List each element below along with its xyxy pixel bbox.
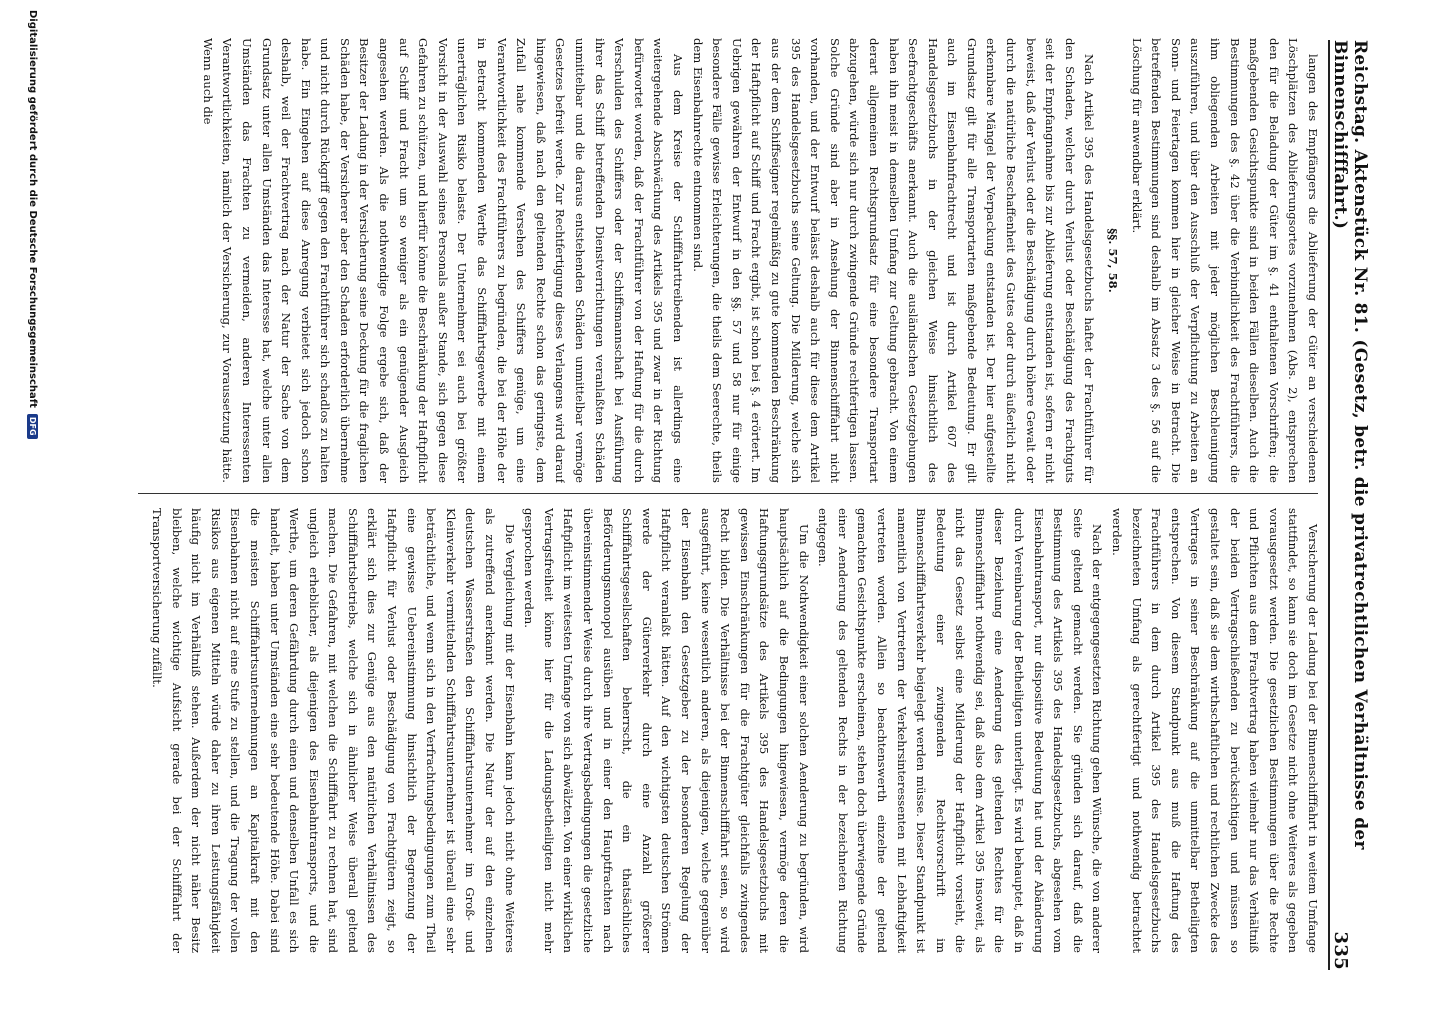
column-divider: [138, 493, 1318, 494]
section-heading: §§. 57, 58.: [1106, 228, 1121, 293]
paragraph: langen des Empfängers die Ablieferung der Güter an verschiedenen Löschplätzen des Ablieferungsortes vorzunehmen (Abs. 2), entsprechen den für die Beladung der Güter im §. 41 enthaltenen Vorschriften; die maßgebenden Gesichtspunkte sind in beiden Fällen dieselben. Auch die Bestimmungen des §. 42 über die Verbindlichkeit des Frachtführers, die ihm obliegenden Arbeiten mit jeder möglichen Beschleunigung auszuführen, und über den Ausschluß der Verpflichtung zu Arbeiten an Sonn- und Feiertagen kommen hier in gleicher Weise in Betracht. Die betreffenden Bestimmungen sind deshalb im Absatz 3 des §. 56 auf die Löschung für anwendbar erklärt.: [1129, 38, 1320, 483]
running-title: Reichstag. Aktenstück Nr. 81. (Gesetz, betr. die privatrechtlichen Verhältnisse der Binnenschifffahrt.): [1330, 40, 1370, 850]
right-column: [92, 508, 1322, 953]
paragraph: Aus dem Kreise der Schifffahrttreibenden ist allerdings eine weitergehende Abschwächung des Artikels 395 und zwar in der Richtung befürwortet worden, daß der Frachtführer von der Haftung für die durch Verschulden des Schiffers oder der Schiffsmannschaft bei Ausführung ihrer das Schiff betreffenden Dienstverrichtungen veranlaßten Schäden unmittelbar und die daraus entstehenden Schäden unmittelbar vermöge Gesetzes befreit werde. Zur Rechtfertigung dieses Verlangens wird darauf hingewiesen, daß nach den geltenden Rechte schon das geringste, dem Zufall nahe kommende Versehen des Schiffers genüge, um eine Verantwortlichkeit des Frachtführers zu begründen, die bei der Höhe der in Betracht kommenden Werthe das Schifffahrtsgewerbe mit einem unerträglichen Risiko belaste. Der Unternehmer sei auch bei größter Vorsicht in der Auswahl seines Personals außer Stande, sich gegen diese Gefahren zu schützen, und hierfür könne die Beschränkung der Haftpflicht auf Schiff und Fracht um so weniger als ein genügender Ausgleich angesehen werden. Als die nothwendige Folge ergebe sich, daß der Besitzer der Ladung in der Versicherung seine Deckung für die fraglichen Schäden habe, der Versicherer aber den Schaden erforderlich übernehme und nicht durch Rückgriff gegen den Frachtführer sich schadlos zu halten habe. Ein Eingehen auf diese Anregung verbietet sich jedoch schon deshalb, weil der Frachtvertrag nach der Natur der Sache von dem Grundsatz unter allen Umständen das Interesse hat, welche unter allen Umständen das Frachten zu vermeiden, anderen Interessenten Verantwortlichkeiten, nämlich der Versicherung, zur Voraussetzung hätte. Wenn auch die: [200, 38, 685, 483]
digitization-footer: [22, 0, 44, 1010]
paragraph: Versicherung der Ladung bei der Binnenschifffahrt in weitem Umfange stattfindet, so kann sie doch im Gesetze nicht ohne Weiteres als gegeben vorausgesetzt werden. Die gesetzlichen Bestimmungen über die Rechte und Pflichten aus dem Frachtvertrag haben vielmehr nur das Verhältniß der beiden Vertragschließenden zu berücksichtigen und müssen so gestaltet sein, daß sie dem wirthschaftlichen und rechtlichen Zwecke des Vertrages in seiner Beschränkung auf die unmittelbar Betheiligten entsprechen. Von diesem Standpunkt aus muß die Haftung des Frachtführers in dem durch Artikel 395 des Handelsgesetzbuchs bezeichneten Umfang als gerechtfertigt und nothwendig betrachtet werden.: [1110, 508, 1320, 953]
paragraph: Um die Nothwendigkeit einer solchen Aenderung zu begründen, wird hauptsächlich auf die Bedingungen hingewiesen, vermöge deren die Haftungsgrundsätze des Artikels 395 des Handelsgesetzbuchs mit gewissen Einschränkungen für die Frachtgüter gleichfalls zwingendes Recht bilden. Die Verhältnisse bei der Binnenschifffahrt seien, so wird ausgeführt, keine wesentlich anderen, als diejenigen, welche gegenüber der Eisenbahn den Gesetzgeber zu der besonderen Regelung der Haftpflicht veranlaßt hätten. Auf den wichtigsten deutschen Strömen werde der Güterverkehr durch eine Anzahl größerer Schifffahrtsgesellschaften beherrscht, die ein thatsächliches Beförderungsmonopol ausüben und in einer den Hauptfrachten nach übereinstimmender Weise durch ihre Vertragsbedingungen die gesetzliche Haftpflicht im weitesten Umfange von sich abwälzten. Von einer wirklichen Vertragsfreiheit könne hier für die Ladungsbetheiligten nicht mehr gesprochen werden.: [522, 508, 811, 953]
dfg-logo-icon: DFG: [28, 414, 39, 439]
paragraph: Nach Artikel 395 des Handelsgesetzbuchs haftet der Frachtführer für den Schaden, welcher durch Verlust oder Beschädigung des Frachtguts seit der Empfangnahme bis zur Ablieferung entstanden ist, sofern er nicht beweist, daß der Verlust oder die Beschädigung durch höhere Gewalt oder durch die natürliche Beschaffenheit des Gutes oder durch äußerlich nicht erkennbare Mängel der Verpackung entstanden ist. Der hier aufgestellte Grundsatz gilt für alle Transportarten maßgebende Bedeutung. Er gilt auch im Eisenbahnfrachtrecht und ist durch Artikel 607 des Handelsgesetzbuchs in der gleichen Weise hinsichtlich des Seefrachtgeschäfts anerkannt. Auch die ausländischen Gesetzgebungen haben ihn meist in demselben Umfang zur Geltung gebracht. Von einem derart allgemeinen Rechtsgrundsatz für eine besondere Transportart abzugehen, würde sich nur durch zwingende Gründe rechtfertigen lassen. Solche Gründe sind aber in Ansehung der Binnenschifffahrt nicht vorhanden, und der Entwurf belässt deshalb auch für diese dem Artikel 395 des Handelsgesetzbuchs seine Geltung. Die Milderung, welche sich aus der dem Schiffseigner regelmäßig zu gute kommenden Beschränkung der Haftpflicht auf Schiff und Fracht ergibt, ist schon bei §. 4 erörtert. Im Uebrigen gewähren der Entwurf in den §§. 57 und 58 nur für einige besondere Fälle gewisse Erleichterungen, die theils dem Seerechte, theils dem Eisenbahnrechte entnommen sind.: [690, 38, 1097, 483]
page-number: 335: [1330, 931, 1351, 970]
footer-text: Digitalisierung gefördert durch die Deutsche Forschungsgemeinschaft: [27, 10, 39, 408]
page-header: [1328, 40, 1368, 970]
left-column: [92, 38, 1322, 483]
paragraph: Nach der entgegengesetzten Richtung gehen Wünsche, die von anderer Seite geltend gemacht werden. Sie gründen sich darauf, daß die Bestimmung des Artikels 395 des Handelsgesetzbuchs, abgesehen vom Eisenbahntransport, nur dispositive Bedeutung hat und der Abänderung durch Vereinbarung der Betheiligten unterliegt. Es wird behauptet, daß in dieser Beziehung eine Aenderung des geltenden Rechtes für die Binnenschifffahrt nothwendig sei, daß also dem Artikel 395 insoweit, als nicht das Gesetz selbst eine Milderung der Haftpflicht vorsieht, die Bedeutung einer zwingenden Rechtsvorschrift im Binnenschifffahrtsverkehr beigelegt werden müsse. Dieser Standpunkt ist namentlich von Vertretern der Verkehrsinteressenten mit Lebhaftigkeit vertreten worden. Allein so beachtenswerth einzelne der geltend gemachten Gesichtspunkte erscheinen, stehen doch überwiegende Gründe einer Aenderung des geltenden Rechts in der bezeichneten Richtung entgegen.: [816, 508, 1105, 953]
paragraph: Die Vergleichung mit der Eisenbahn kann jedoch nicht ohne Weiteres als zutreffend anerkannt werden. Die Natur der auf den einzelnen deutschen Wasserstraßen den Schifffahrtsunternehmer im Groß- und Kleinverkehr vermittelnden Schifffahrtsunternehmer ist überall eine sehr beträchtliche, und wenn sich in den Verfrachtungsbedingungen zum Theil eine gewisse Uebereinstimmung hinsichtlich der Begrenzung der Haftpflicht für Verlust oder Beschädigung von Frachtgütern zeigt, so erklärt sich dies zur Genüge aus den natürlichen Verhältnissen des Schifffahrtsbetriebs, welche sich in ähnlicher Weise überall geltend machen. Die Gefahren, mit welchen die Schifffahrt zu rechnen hat, sind ungleich erheblicher, als diejenigen des Eisenbahntransports, und die Werthe, um deren Gefährdung durch einen und denselben Unfall es sich handelt, haben unter Umständen eine sehr bedeutende Höhe. Dabei sind die meisten Schifffahrtsunternehmungen an Kapitalkraft mit den Eisenbahnen nicht auf eine Stufe zu stellen, und die Tragung der vollen Risikos aus eigenen Mitteln würde daher zu ihren Leistungsfähigkeit häufig nicht im Verhältniß stehen. Außerdem der nicht näher Besitz bleiben, welche wichtige Aufsicht gerade bei der Schifffahrt der Transportversicherung zufällt.: [149, 508, 517, 953]
